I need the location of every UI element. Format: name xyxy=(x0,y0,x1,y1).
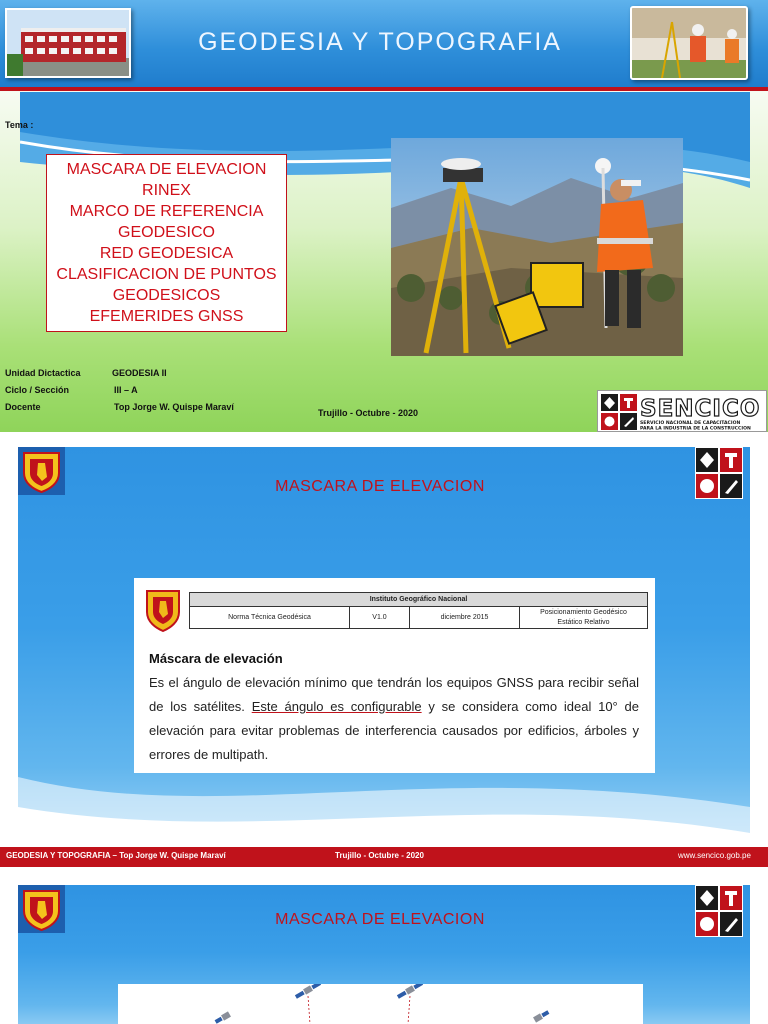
elevation-mask-slide xyxy=(0,437,768,867)
highlighted-text: Este ángulo es configurable xyxy=(251,699,422,714)
surveyors-photo xyxy=(630,6,748,80)
slide-footer xyxy=(0,847,768,867)
city-date: Trujillo - Octubre - 2020 xyxy=(318,408,419,418)
version-cell: V1.0 xyxy=(350,607,410,629)
date-cell: diciembre 2015 xyxy=(410,607,520,629)
sencico-tagline-1: SERVICIO NACIONAL DE CAPACITACION xyxy=(640,421,741,426)
shield-logo-icon xyxy=(18,447,65,495)
topic-item: GEODESICOS xyxy=(112,287,221,304)
slide-title: MASCARA DE ELEVACION xyxy=(275,911,485,928)
sencico-tagline-2: PARA LA INDUSTRIA DE LA CONSTRUCCION xyxy=(640,426,751,432)
ciclo-value: III – A xyxy=(114,385,138,395)
method-line-1: Posicionamiento Geodésico xyxy=(540,609,627,616)
topic-item: CLASIFICACION DE PUNTOS xyxy=(56,266,277,283)
footer-course: GEODESIA Y TOPOGRAFIA – Top Jorge W. Quispe Maraví xyxy=(6,851,226,860)
section-heading: Máscara de elevación xyxy=(149,651,283,666)
unidad-value: GEODESIA II xyxy=(112,368,167,378)
topic-item: MARCO DE REFERENCIA xyxy=(69,203,264,220)
norm-excerpt xyxy=(134,578,655,773)
presentation-title: GEODESIA Y TOPOGRAFIA xyxy=(198,28,562,56)
docente-value: Top Jorge W. Quispe Maraví xyxy=(114,402,234,412)
elevation-mask-slide-2 xyxy=(0,875,768,1024)
method-line-2: Estático Relativo xyxy=(557,619,610,626)
shield-logo-icon xyxy=(18,885,65,933)
definition-text: Es el ángulo de elevación mínimo que tendrán los equipos GNSS para recibir señal de los satélites. xyxy=(149,675,639,714)
method-cell xyxy=(520,607,648,629)
sencico-logo xyxy=(597,390,767,432)
topics-list xyxy=(46,154,287,332)
topic-item: RED GEODESICA xyxy=(99,245,234,262)
sencico-icon xyxy=(695,885,743,937)
norma-cell: Norma Técnica Geodésica xyxy=(190,607,350,629)
gnss-field-photo xyxy=(391,138,683,356)
topic-item: MASCARA DE ELEVACION xyxy=(66,161,267,178)
topic-item: EFEMERIDES GNSS xyxy=(89,308,244,325)
satellite-icon xyxy=(214,1011,231,1024)
building-photo xyxy=(5,8,131,78)
title-slide xyxy=(0,0,768,432)
definition-paragraph xyxy=(149,671,639,767)
institute-cell: Instituto Geográfico Nacional xyxy=(190,593,648,607)
sencico-icon xyxy=(695,447,743,499)
definition-text: y se considera como ideal 10° de elevación para evitar problemas de interferencia causados por edificios, árboles y errores de multipath. xyxy=(149,699,639,762)
topic-item: GEODESICO xyxy=(118,224,215,241)
satellite-icon xyxy=(533,1009,550,1022)
sencico-wordmark: SENCICO xyxy=(640,396,761,422)
footer-city-date: Trujillo - Octubre - 2020 xyxy=(335,851,424,860)
norm-header-table xyxy=(189,592,648,629)
satellite-diagram xyxy=(118,984,643,1024)
ign-shield-icon xyxy=(144,588,182,634)
tema-label: Tema : xyxy=(5,120,34,130)
footer-url[interactable]: www.sencico.gob.pe xyxy=(678,851,751,860)
ciclo-label: Ciclo / Sección xyxy=(5,385,70,395)
unidad-label: Unidad Dictactica xyxy=(5,368,81,378)
topic-item: RINEX xyxy=(142,182,191,199)
docente-label: Docente xyxy=(5,402,41,412)
slide-title: MASCARA DE ELEVACION xyxy=(275,478,485,495)
